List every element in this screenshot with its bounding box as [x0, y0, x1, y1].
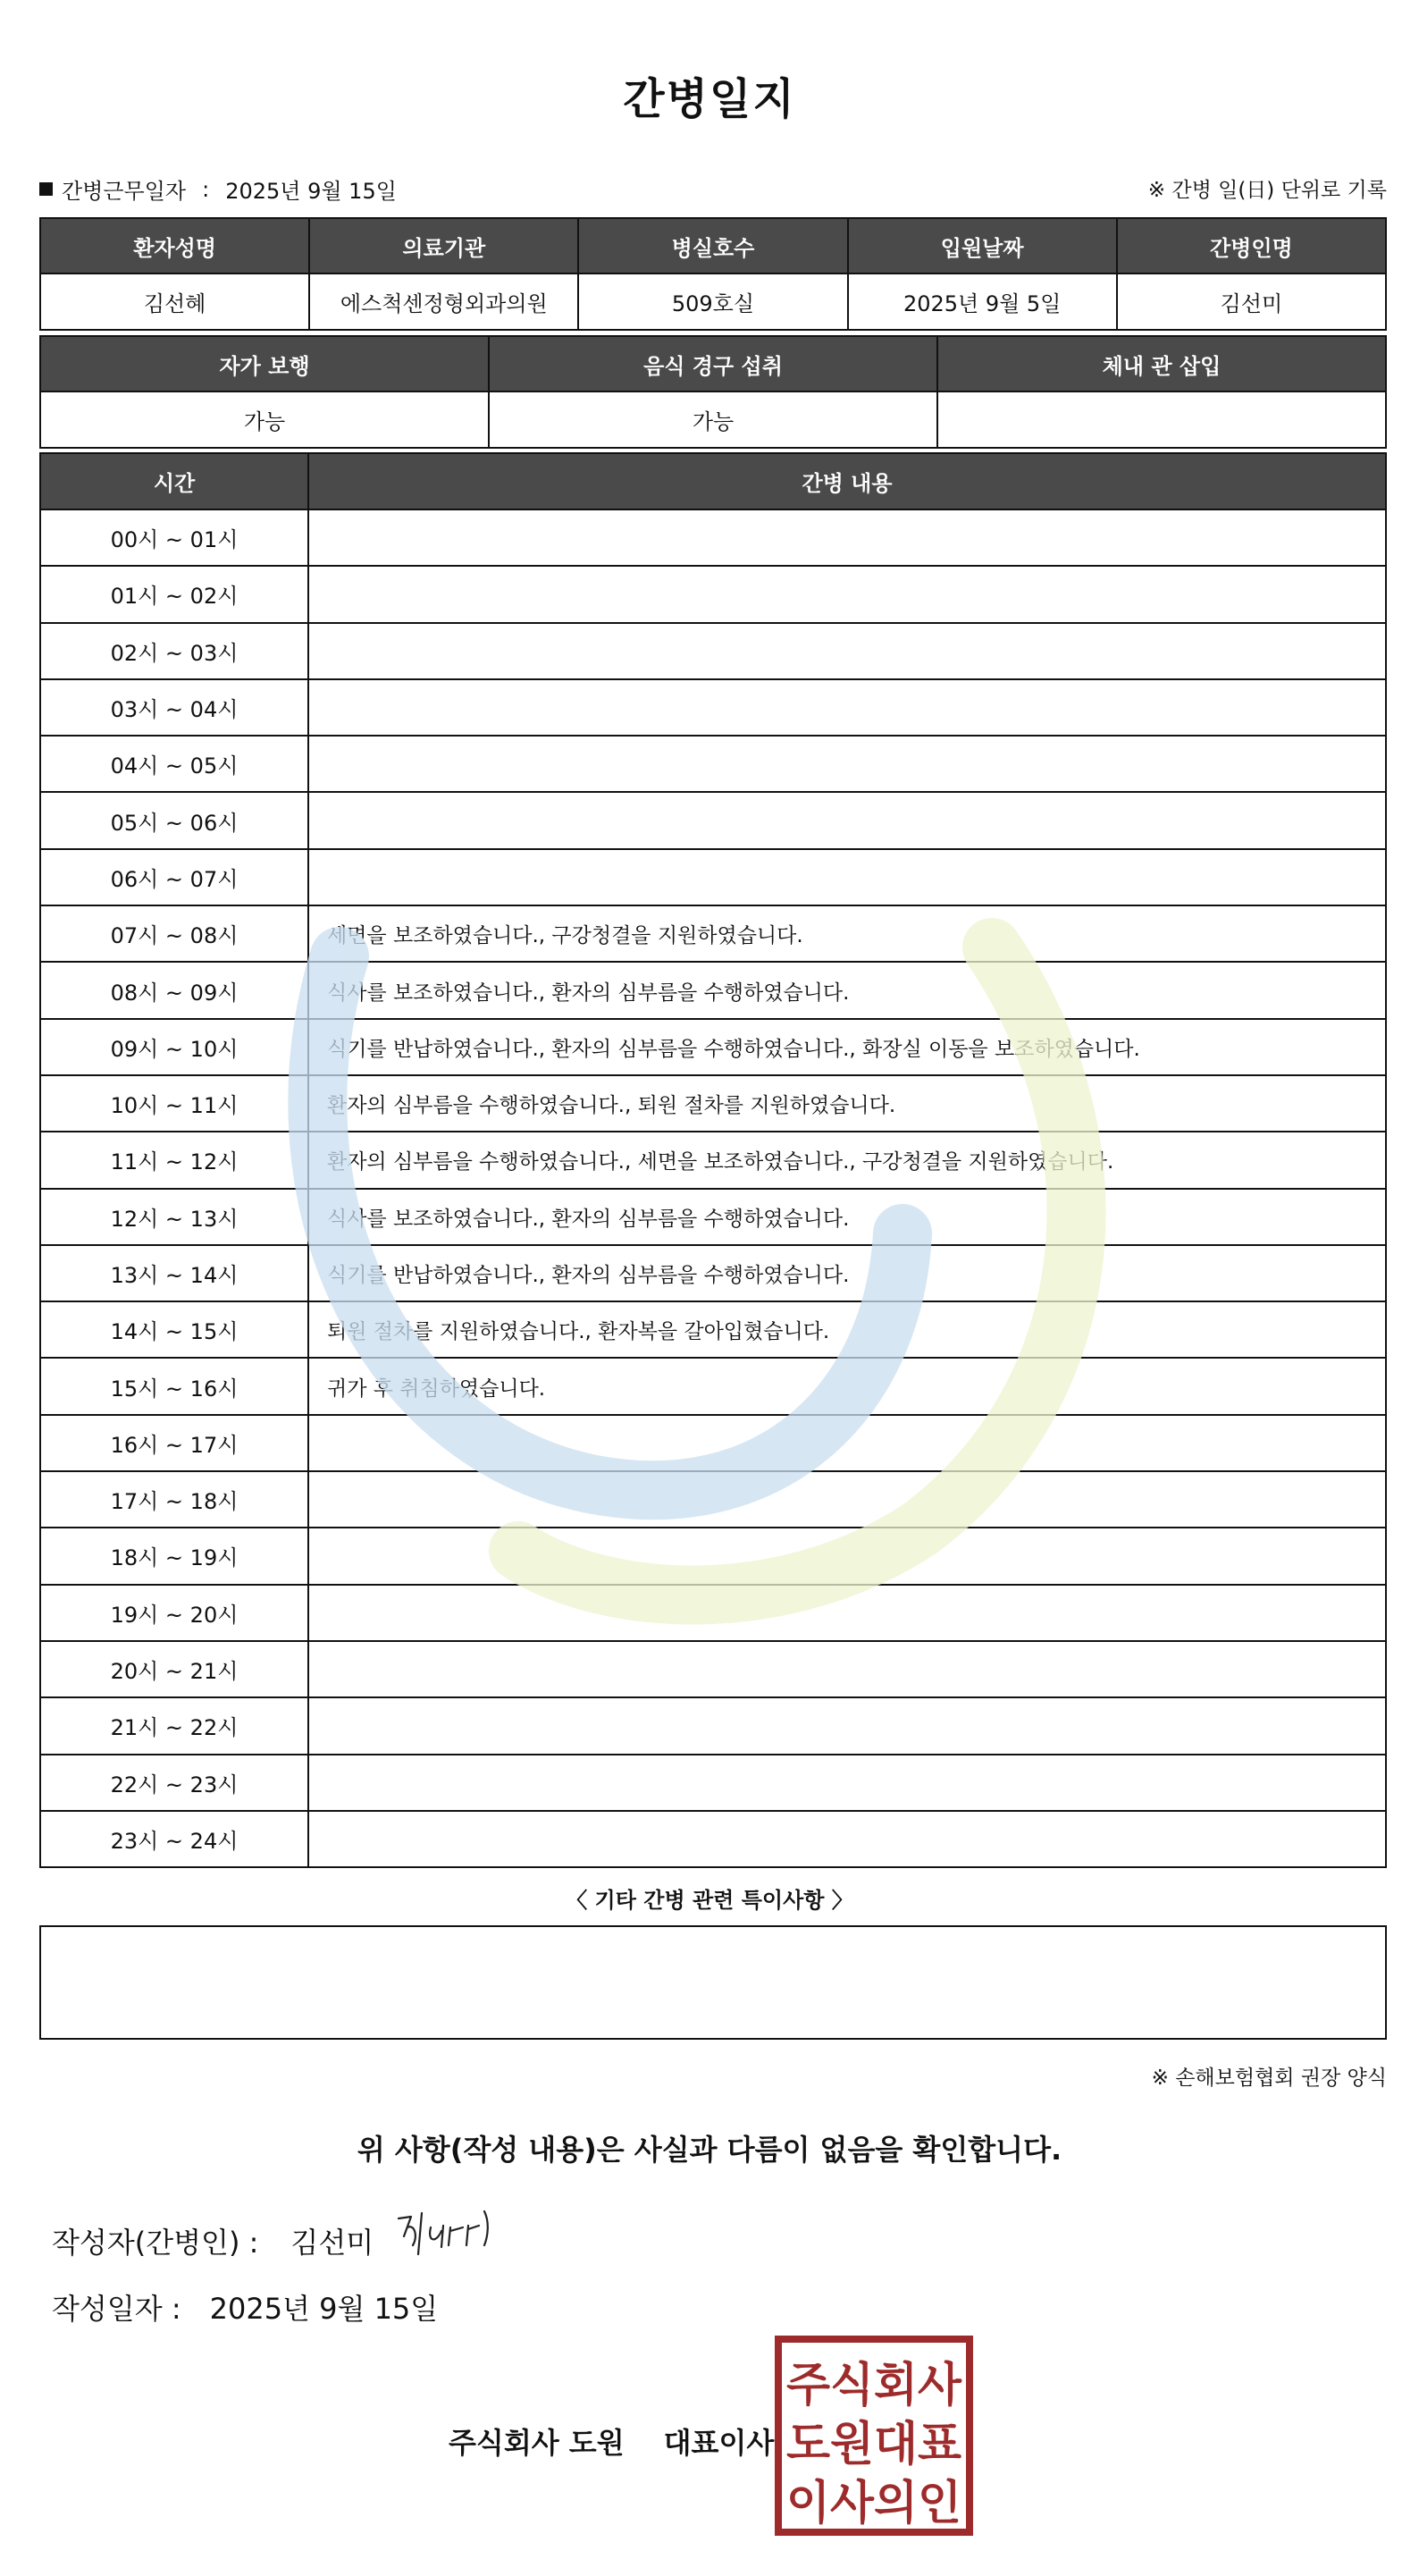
self-walking-value: 가능 [40, 391, 489, 448]
time-cell: 14시 ~ 15시 [40, 1301, 308, 1358]
time-cell: 07시 ~ 08시 [40, 905, 308, 962]
header-admission-date: 입원날짜 [848, 218, 1117, 274]
handwritten-signature [391, 2201, 525, 2263]
time-cell: 12시 ~ 13시 [40, 1189, 308, 1245]
confirmation-statement: 위 사항(작성 내용)은 사실과 다름이 없음을 확인합니다. [357, 2133, 1062, 2167]
status-value-row [40, 391, 1386, 448]
table-row [40, 962, 1386, 1018]
time-cell: 05시 ~ 06시 [40, 792, 308, 848]
work-date-label: 간병근무일자 [62, 179, 187, 204]
care-content-cell [308, 1471, 1386, 1528]
work-date-row [39, 173, 397, 205]
table-row [40, 1811, 1386, 1867]
patient-status-table [39, 335, 1387, 449]
author-line [52, 2220, 374, 2261]
table-row [40, 1641, 1386, 1697]
table-row [40, 1132, 1386, 1188]
table-row [40, 849, 1386, 905]
time-cell: 04시 ~ 05시 [40, 736, 308, 792]
author-name: 김선미 [290, 2226, 374, 2260]
time-cell: 10시 ~ 11시 [40, 1075, 308, 1132]
care-content-cell [308, 1755, 1386, 1811]
form-notice: ※ 손해보험협회 권장 양식 [1151, 2067, 1387, 2090]
time-cell: 22시 ~ 23시 [40, 1755, 308, 1811]
header-time: 시간 [40, 453, 308, 509]
seal-line-2: 도원대표 [786, 2418, 961, 2471]
table-row [40, 1415, 1386, 1471]
time-cell: 18시 ~ 19시 [40, 1528, 308, 1584]
care-content-cell [308, 623, 1386, 679]
care-content-cell: 식기를 반납하였습니다., 환자의 심부름을 수행하였습니다., 화장실 이동을 보조하였습니다. [308, 1019, 1386, 1075]
care-content-cell [308, 736, 1386, 792]
page-title: 간병일지 [623, 74, 796, 124]
work-date-colon: : [202, 176, 210, 202]
table-row [40, 566, 1386, 622]
written-date-label: 작성일자 : [52, 2292, 181, 2326]
care-content-cell: 귀가 후 취침하였습니다. [308, 1358, 1386, 1414]
company-seal-stamp [774, 2335, 974, 2537]
written-date-value: 2025년 9월 15일 [209, 2292, 439, 2326]
table-row [40, 1697, 1386, 1754]
table-row [40, 509, 1386, 566]
caregiver-name: 김선미 [1117, 274, 1386, 330]
table-row [40, 792, 1386, 848]
written-date-line [52, 2286, 438, 2328]
time-cell: 11시 ~ 12시 [40, 1132, 308, 1188]
time-cell: 16시 ~ 17시 [40, 1415, 308, 1471]
author-label: 작성자(간병인) : [52, 2226, 259, 2260]
table-row [40, 1245, 1386, 1301]
tube-insertion-value [937, 391, 1386, 448]
company-name: 주식회사 도원 [449, 2426, 625, 2460]
care-content-cell [308, 1528, 1386, 1584]
table-row [40, 1471, 1386, 1528]
unit-note: ※ 간병 일(日) 단위로 기록 [1147, 179, 1387, 202]
header-hospital: 의료기관 [309, 218, 578, 274]
time-cell: 23시 ~ 24시 [40, 1811, 308, 1867]
seal-line-3: 이사의인 [786, 2477, 961, 2530]
time-cell: 20시 ~ 21시 [40, 1641, 308, 1697]
time-cell: 09시 ~ 10시 [40, 1019, 308, 1075]
status-header-row [40, 336, 1386, 391]
header-oral-intake: 음식 경구 섭취 [489, 336, 937, 391]
care-log-table [39, 452, 1387, 1868]
special-notes-title: 〈 기타 간병 관련 특이사항 〉 [566, 1888, 853, 1913]
table-row [40, 1528, 1386, 1584]
patient-info-header-row [40, 218, 1386, 274]
patient-info-table [39, 217, 1387, 331]
table-row [40, 905, 1386, 962]
header-caregiver-name: 간병인명 [1117, 218, 1386, 274]
time-cell: 08시 ~ 09시 [40, 962, 308, 1018]
care-content-cell [308, 1415, 1386, 1471]
care-content-cell: 퇴원 절차를 지원하였습니다., 환자복을 갈아입혔습니다. [308, 1301, 1386, 1358]
care-content-cell [308, 566, 1386, 622]
table-row [40, 679, 1386, 736]
time-cell: 02시 ~ 03시 [40, 623, 308, 679]
table-row [40, 623, 1386, 679]
table-row [40, 1189, 1386, 1245]
care-content-cell: 식사를 보조하였습니다., 환자의 심부름을 수행하였습니다. [308, 1189, 1386, 1245]
oral-intake-value: 가능 [489, 391, 937, 448]
work-date-value: 2025년 9월 15일 [225, 179, 397, 204]
care-content-cell [308, 1697, 1386, 1754]
care-content-cell [308, 679, 1386, 736]
header-patient-name: 환자성명 [40, 218, 309, 274]
patient-name: 김선혜 [40, 274, 309, 330]
table-row [40, 1301, 1386, 1358]
time-cell: 13시 ~ 14시 [40, 1245, 308, 1301]
patient-info-value-row [40, 274, 1386, 330]
table-row [40, 736, 1386, 792]
care-content-cell [308, 849, 1386, 905]
time-cell: 03시 ~ 04시 [40, 679, 308, 736]
care-content-cell [308, 1811, 1386, 1867]
header-care-content: 간병 내용 [308, 453, 1386, 509]
care-content-cell [308, 1585, 1386, 1641]
admission-date: 2025년 9월 5일 [848, 274, 1117, 330]
care-content-cell [308, 792, 1386, 848]
table-row [40, 1585, 1386, 1641]
time-cell: 06시 ~ 07시 [40, 849, 308, 905]
square-bullet-icon [39, 182, 53, 196]
table-row [40, 1019, 1386, 1075]
time-cell: 00시 ~ 01시 [40, 509, 308, 566]
table-row [40, 1755, 1386, 1811]
seal-line-1: 주식회사 [786, 2359, 962, 2412]
header-room-number: 병실호수 [578, 218, 847, 274]
header-self-walking: 자가 보행 [40, 336, 489, 391]
special-notes-box [39, 1925, 1387, 2040]
company-signatory [449, 2420, 774, 2462]
care-content-cell [308, 509, 1386, 566]
hospital-name: 에스척센정형외과의원 [309, 274, 578, 330]
time-cell: 19시 ~ 20시 [40, 1585, 308, 1641]
time-cell: 21시 ~ 22시 [40, 1697, 308, 1754]
room-number: 509호실 [578, 274, 847, 330]
care-content-cell: 세면을 보조하였습니다., 구강청결을 지원하였습니다. [308, 905, 1386, 962]
care-content-cell: 환자의 심부름을 수행하였습니다., 퇴원 절차를 지원하였습니다. [308, 1075, 1386, 1132]
time-cell: 15시 ~ 16시 [40, 1358, 308, 1414]
time-cell: 01시 ~ 02시 [40, 566, 308, 622]
time-cell: 17시 ~ 18시 [40, 1471, 308, 1528]
care-content-cell: 식기를 반납하였습니다., 환자의 심부름을 수행하였습니다. [308, 1245, 1386, 1301]
company-title: 대표이사 [663, 2426, 775, 2460]
care-content-cell [308, 1641, 1386, 1697]
care-log-header-row [40, 453, 1386, 509]
header-tube-insertion: 체내 관 삽입 [937, 336, 1386, 391]
care-content-cell: 식사를 보조하였습니다., 환자의 심부름을 수행하였습니다. [308, 962, 1386, 1018]
table-row [40, 1358, 1386, 1414]
care-content-cell: 환자의 심부름을 수행하였습니다., 세면을 보조하였습니다., 구강청결을 지원하였습니다. [308, 1132, 1386, 1188]
table-row [40, 1075, 1386, 1132]
